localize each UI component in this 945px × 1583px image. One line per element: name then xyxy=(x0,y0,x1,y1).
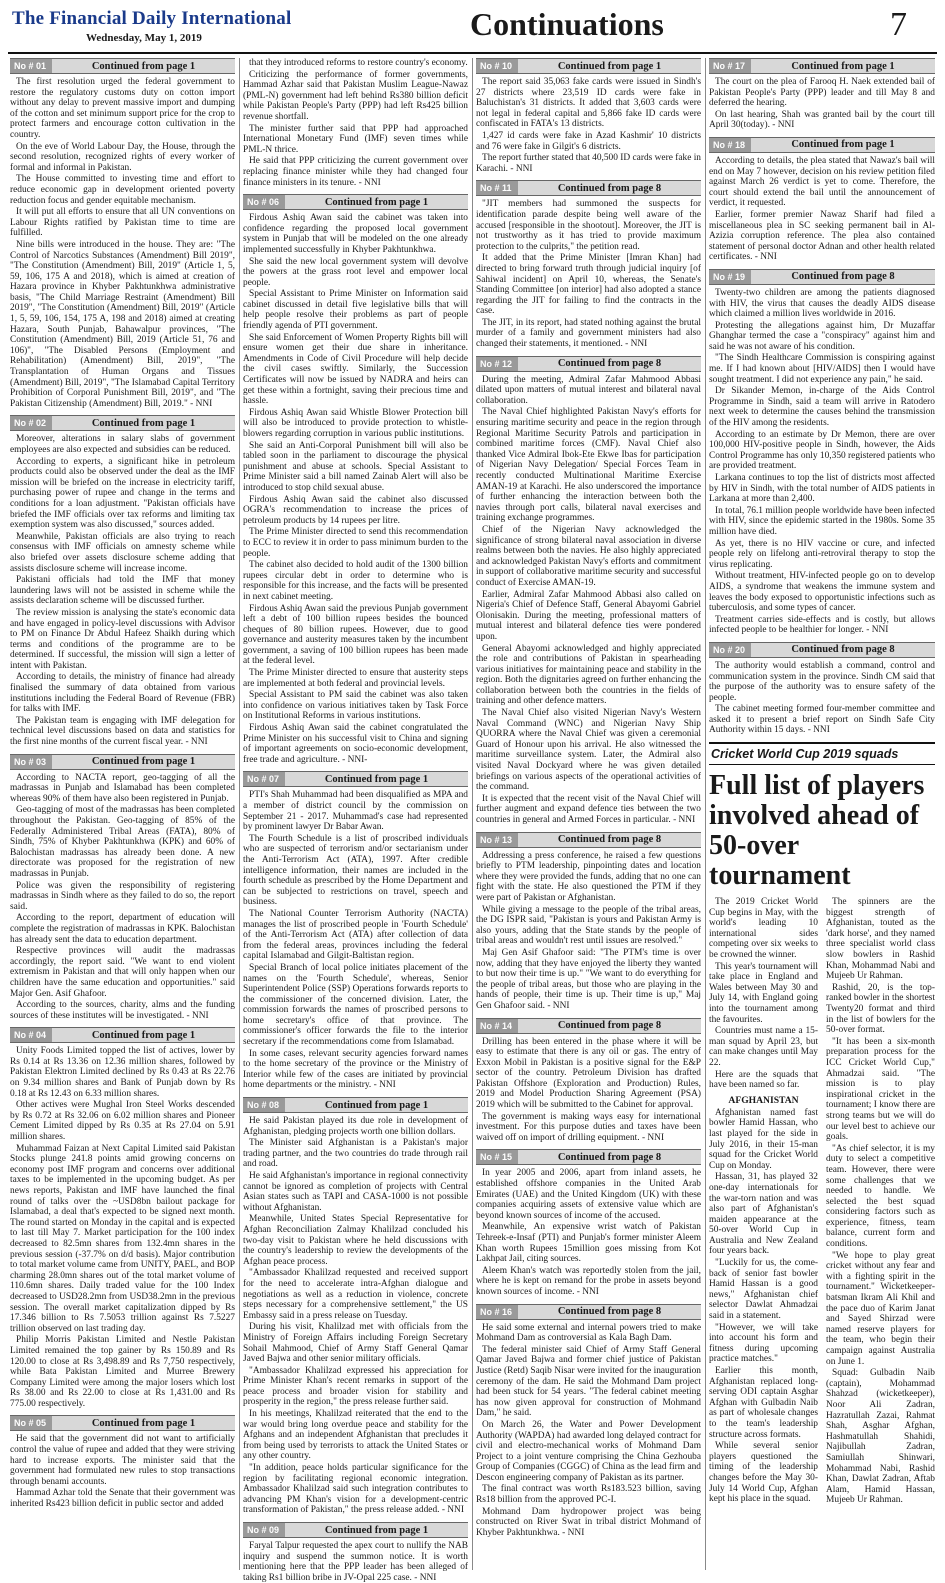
column-2 xyxy=(243,58,468,1583)
story-number: No # 20 xyxy=(709,643,751,657)
story-paragraph: Aleem Khan's watch was reportedly stolen from the jail, where he is kept on remand for the probe in assets beyond known sources of income. - NNI xyxy=(476,1265,701,1297)
story-title: Continued from page 8 xyxy=(791,644,895,656)
story-number: No # 17 xyxy=(709,59,751,73)
story-paragraph: He said some external and internal powers tried to make Mohmand Dam as controversial as Kala Bagh Dam. xyxy=(476,1322,701,1344)
story-paragraph: According to an estimate by Dr Memon, there are over 100,000 HIV-positive people in Sindh, however, the Aids Control Programme has only 10,350 registered patients who are provided treatment. xyxy=(709,429,936,472)
story-header xyxy=(476,1018,701,1034)
story-paragraph: Meanwhile, United States Special Representative for Afghan Reconciliation Zalmay Khalilzad concluded his two-day visit to Pakistan where he held discussions with the country's leadership to review the developments of the Afghan peace process. xyxy=(243,1214,468,1267)
story-paragraph: Special Assistant to PM said the cabinet was also taken into confidence on various initiatives taken by Task Force on Institutional Reforms in various institutions. xyxy=(243,690,468,722)
feature-paragraph: "Luckily for us, the come-back of senior fast bowler Hamid Hassan is a good news," Afghanistan chief selector Dawlat Ahmadzai said in a statement. xyxy=(709,1258,818,1322)
story-paragraph: The government is making ways easy for international investment. For this purpose duties and taxes have been waived off on import of drilling equipment. - NNI xyxy=(476,1111,701,1143)
story-title: Continued from page 8 xyxy=(557,182,662,194)
column-4 xyxy=(709,58,935,1570)
story-title: Continued from page 1 xyxy=(324,196,429,208)
story xyxy=(476,58,701,174)
story-header xyxy=(709,58,935,74)
story-title: Continued from page 1 xyxy=(91,417,196,429)
story-paragraph: The Naval Chief also visited Nigerian Navy's Western Naval Command (WNC) and Nigerian Navy Ship QUORRA where the Naval Chief was given a ceremonial Guard of Honour upon his arrival. He also witnessed the maritime surveillance system. Later, the Admiral also visited Naval Dockyard where he was given detailed briefings on various aspects of the operational activities of the command. xyxy=(476,708,701,793)
story xyxy=(10,415,235,747)
story-paragraph: 1,427 id cards were fake in Azad Kashmir' 10 districts and 76 were fake in Gilgit's 6 districts. xyxy=(476,130,701,152)
story xyxy=(476,1149,701,1297)
story-paragraph: Other actives were Mughal Iron Steel Works descended by Rs 0.72 at Rs 32.06 on 6.02 million shares and Pioneer Cement Limited dipped by Rs 0.35 at Rs 27.04 on 5.91 million shares. xyxy=(10,1100,235,1143)
story-paragraph: The authority would establish a command, control and communication system in the province. Sindh CM said that the purpose of the authority was to ensure safety of the people. xyxy=(709,660,935,703)
story-paragraph: Chief of the Nigerian Navy acknowledged the significance of strong bilateral naval association in diverse realms between both the navies. He also highly appreciated and acknowledged Pakistan Navy's efforts and commitment in support of collaborative maritime security and successful conduct of Exercise AMAN-19. xyxy=(476,524,701,588)
story-paragraph: It is expected that the recent visit of the Naval Chief will further augment and expand defence ties between the two countries in general and Armed Forces in particular. - NNI xyxy=(476,793,701,825)
story-paragraph: Pakistani officials had told the IMF that money laundering laws will not be assisted in scheme while the assists declaration scheme will be discussed further. xyxy=(10,575,235,607)
story-paragraph: Larkana continues to top the list of districts most affected by HIV in Sindh, with the total number of AIDS patients in Larkana at more than 2,400. xyxy=(709,473,935,505)
story-paragraph: Maj Gen Asif Ghafoor said: "The PTM's time is over now, adding that they have enjoyed the liberty they wanted to but now their time is up." "We want to do everything for the people of tribal areas, but those who are playing in the hands of people, their time is up. Their time is up," Maj Gen Ghafoor said. - NNI xyxy=(476,947,701,1011)
story-paragraph: Special Assistant to Prime Minister on Information said cabinet discussed in detail five legislative bills that will help people resolve their problems as part of people friendly agenda of PTI government. xyxy=(243,289,468,332)
feature-paragraph: "As chief selector, it is my duty to select a competitive team. However, there were some challenges that we needed to handle. We selected the best squad considering factors such as experience, fitness, team balance, current form and conditions. xyxy=(826,1143,935,1250)
story-paragraph: Firdous Ashiq Awan said the cabinet also discussed OGRA's recommendation to increase the prices of petroleum products by 14 rupees per litre. xyxy=(243,494,468,526)
story-paragraph: According to the sources, charity, alms and the funding sources of these institutes will be investigated. - NNI xyxy=(10,1000,235,1021)
story xyxy=(709,137,935,263)
story-paragraph: In year 2005 and 2006, apart from inland assets, he established offshore companies in the United Arab Emirates (UAE) and the United Kingdom (UK) with these companies acquiring assets of extensive value which are beyond known sources of income of the accused. xyxy=(476,1168,701,1221)
story-paragraph: She said the new local government system will devolve the powers at the grass root level and empower local people. xyxy=(243,256,468,288)
column-1 xyxy=(10,58,235,1570)
story-paragraph: While giving a message to the people of the tribal areas, the DG ISPR said, "Pakistan is yours and Pakistan Army is also yours, adding that the State stands by the people of tribal areas and wouldn't rest until issues are resolved." xyxy=(476,904,701,947)
story-paragraph: During his visit, Khalilzad met with officials from the Ministry of Foreign Affairs including Foreign Secretary Sohail Mahmood, Chief of Army Staff General Qamar Javed Bajwa and other senior military officials. xyxy=(243,1322,468,1365)
story-paragraph: During the meeting, Admiral Zafar Mahmood Abbasi dilated upon matters of mutual interest and bilateral naval collaboration. xyxy=(476,374,701,406)
column-divider xyxy=(705,58,706,1570)
feature-paragraph: The spinners are the biggest strength of Afghanistan, touted as the 'dark horse', and they named three specialist world class slow bowlers in Rashid Khan, Mohammad Nabi and Mujeeb Ur Rahman. xyxy=(826,897,935,982)
story-title: Continued from page 1 xyxy=(791,60,895,72)
story-title: Continued from page 8 xyxy=(557,1306,662,1318)
story-title: Continued from page 8 xyxy=(557,1151,662,1163)
story-paragraph: The National Counter Terrorism Authority (NACTA) manages the list of proscribed people in 'Fourth Schedule' of the Anti-Terrorism Act (ATA) after collection of data from the federal areas, provinces including the federal capital Islamabad and Gilgit-Baltistan region. xyxy=(243,908,468,962)
story-paragraph: Dr Sikander Memon, in-charge of the Aids Control Programme in Sindh, said a team will arrive in Ratodero next week to determine the causes behind the transmission of the HIV among the residents. xyxy=(709,386,935,429)
story-paragraph: Hammad Azhar told the Senate that their government was inherited Rs423 billion deficit in public sector and added xyxy=(10,1488,235,1510)
column-divider xyxy=(472,58,473,1570)
story-paragraph: Firdous Ashiq Awan said Whistle Blower Protection bill will also be introduced to provide protection to whistle-blowers regarding corruption in various public institutions. xyxy=(243,407,468,439)
story-paragraph: The first resolution urged the federal government to restore the regulatory customs duty on cotton import without any delay to prevent massive import and dumping of the cotton and set minimum support price for the crop to protect farmers and encourage cotton cultivation in the country. xyxy=(10,77,235,140)
story xyxy=(476,832,701,1012)
story-header xyxy=(243,1097,468,1113)
story-header xyxy=(243,771,468,787)
column-3 xyxy=(476,58,701,1570)
story-paragraph: According to details, the plea stated that Nawaz's bail will end on May 7 however, decision on his review petition filed against March 26 verdict is yet to come. Therefore, the court should extend the bail until the announcement of verdict, it requested. xyxy=(709,155,935,209)
story-paragraph: The Minister said Afghanistan is a Pakistan's major trading partner, and the two countries do trade through rail and road. xyxy=(243,1138,468,1170)
story-paragraph: He said Pakistan played its due role in development of Afghanistan, pledging projects worth one billion dollars. xyxy=(243,1116,468,1137)
story-paragraph: Twenty-two children are among the patients diagnosed with HIV, the virus that causes the deadly AIDS disease which claimed a million lives worldwide in 2016. xyxy=(709,287,935,320)
story-number: No # 12 xyxy=(476,357,518,371)
story-paragraph: As yet, there is no HIV vaccine or cure, and infected people rely on lifelong anti-retroviral therapy to stop the virus replicating. xyxy=(709,538,935,570)
story-paragraph: Criticizing the performance of former governments, Hammad Azhar said that Pakistan Muslim League-Nawaz (PML-N) government had left behind Rs380 billion deficit while Pakistan People's Party (PPP) had left Rs425 billion revenue shortfall. xyxy=(243,69,468,122)
story-title: Continued from page 8 xyxy=(557,834,662,846)
story-paragraph: The Fourth Schedule is a list of proscribed individuals who are suspected of terrorism and/or sectarianism under the Anti-Terrorism Act (ATA), 1997. After credible intelligence information, their names are included in the fourth schedule as prescribed by the Home Department and can be subjected to restrictions on travel, speech and business. xyxy=(243,833,468,908)
feature-headline: Full list of players involved ahead of 50-over tournament xyxy=(709,770,925,892)
story xyxy=(476,1304,701,1539)
story-header xyxy=(476,356,701,372)
story-header xyxy=(709,269,935,285)
feature-paragraph: This year's tournament will take place in England and Wales between May 30 and July 14, with England going into the tournament among the favourites. xyxy=(709,961,818,1025)
story-paragraph: Without treatment, HIV-infected people go on to develop AIDS, a syndrome that weakens the immune system and leaves the body exposed to opportunistic infections such as tuberculosis, and some types of cancer. xyxy=(709,571,935,614)
story xyxy=(709,58,935,131)
story-paragraph: that they introduced reforms to restore country's economy. xyxy=(249,58,468,68)
story xyxy=(10,58,235,409)
paper-name: The Financial Daily International xyxy=(12,8,292,29)
feature-paragraph: Hassan, 31, has played 32 one-day internationals for the war-torn nation and was also part of Afghanistan's maiden appearance at the 50-over World Cup in Australia and New Zealand four years back. xyxy=(709,1172,818,1257)
story-paragraph: Geo-tagging of most of the madrassas has been completed throughout the Pakistan. Geo-tagging of 85% of the Federally Administered Tribal Areas (FATA), 80% of Sindh, 75% of Khyber Pakhtunkhwa (KPK) and 60% of Balochistan madrassas has already been done. A new directorate was proposed for the registration of new madrassas in Punjab. xyxy=(10,805,235,879)
story-title: Continued from page 1 xyxy=(91,60,196,72)
story-header xyxy=(10,754,235,770)
story-paragraph: Nine bills were introduced in the house. They are: "The Control of Narcotics Substances (Amendment) Bill 2019", "The Constitution (Amendment) Bill, 2019" (Article 1, 5, 59, 106, 175 A and 2018), which is aimed at creation of Hazara province in Khyber Pakhtunkhwa administrative basis, "The Child Marriage Restraint (Amendment) Bill 2019", "The Constitution (Amendment) Bill, 2019" (Article 1, 5, 59, 106, 154, 175 A, 198 and 2018) aimed at creating Hazara, South Punjab, Bahawalpur provinces, "The Constitution (Amendment) Bill, 2019 (Article 51, 76 and 106)", "The Disabled Persons (Employment and Rehabilitation) (Amendment) Bill, 2019", "The Transplantation of Human Organs and Tissues (Amendment) Bill, 2019", "The Islamabad Capital Territory Prohibition of Corporal Punishment Bill, 2019", and "The Pakistan Citizenship (Amendment) Bill, 2019." - NNI xyxy=(10,239,235,409)
feature-paragraph: Earlier this month, Afghanistan replaced long-serving ODI captain Asghar Afghan with Gulbadin Naib as part of wholesale changes to the team's leadership structure across formats. xyxy=(709,1366,818,1440)
story-title: Continued from page 8 xyxy=(557,1020,662,1031)
story-paragraph: He said that the government did not want to artificially control the value of rupee and added that they were striving hard to increase exports. The minister said that the government had formulated new rules to stop transactions through benami accounts. xyxy=(10,1434,235,1487)
story xyxy=(709,269,935,636)
feature-subhead: AFGHANISTAN xyxy=(728,1094,799,1106)
story-number: No # 01 xyxy=(10,59,52,73)
story-paragraph: The cabinet also decided to hold audit of the 1300 billion rupees circular debt in order to determine who is responsible for this increase, and the facts will be presented in next cabinet meeting. xyxy=(243,560,468,602)
story-paragraph: Moreover, alterations in salary slabs of government employees are also expected and subsidies can be reduced. xyxy=(10,434,235,455)
story-paragraph: Firdous Ashiq Awan said the cabinet was taken into confidence regarding the proposed local government system in Punjab that will be modeled on the one already implemented successfully in Khyber Pakhtunkhwa. xyxy=(243,213,468,255)
story-paragraph: Faryal Talpur requested the apex court to nullify the NAB inquiry and suspend the summon notice. It is worth mentioning here that the PPP leader has been alleged of taking Rs1 billion bribe in JV-Opal 225 case. - NNI xyxy=(243,1541,468,1583)
story-title: Continued from page 1 xyxy=(791,139,895,151)
story-paragraph: The report said 35,063 fake cards were issued in Sindh's 27 districts where 23,519 ID cards were fake in Baluchistan's 31 districts. It added that 3,603 cards were not legal in federal capital and 5,866 fake ID cards were confiscated in FATA's 13 districts. xyxy=(476,77,701,130)
story-paragraph: PTI's Shah Muhammad had been disqualified as MPA and a member of district council by the commission on September 21 - 2017. Muhammad's case had represented by prominent lawyer Dr Babar Awan. xyxy=(243,790,468,833)
story xyxy=(243,1522,468,1583)
story-paragraph: According to details, the ministry of finance had already finalised the summary of data obtained from various institutions including the Federal Board of Revenue (FBR) for talks with IMF. xyxy=(10,672,235,715)
story-title: Continued from page 1 xyxy=(91,1417,196,1429)
story xyxy=(10,1415,235,1509)
feature-paragraph: Here are the squads that have been named so far. xyxy=(709,1069,818,1091)
story xyxy=(476,1018,701,1144)
story-paragraph: "The Sindh Healthcare Commission is conspiring against me. If I had known about [HIV/AIDS] then I would have sought treatment. I did not experience any pain," he said. xyxy=(709,353,935,385)
story-header xyxy=(476,1149,701,1165)
story-number: No # 16 xyxy=(476,1305,518,1319)
story-header xyxy=(709,642,935,658)
story-header xyxy=(476,832,701,848)
story-paragraph: The House committed to investing time and effort to reduce economic gap in development oriented poverty reduction focus and gender equitable mechanism. xyxy=(10,174,235,206)
story-number: No # 03 xyxy=(10,755,52,769)
story-paragraph: Earlier, former premier Nawaz Sharif had filed a miscellaneous plea in SC seeking permanent bail in Al-Azizia corruption reference. The plea also contained statement of personal doctor Adnan and other health related certificates. - NNI xyxy=(709,209,935,263)
masthead xyxy=(8,6,937,54)
feature-paragraph: While several senior players questioned the timing of the leadership changes before the May 30-July 14 World Cup, Afghan kept his place in the squad. xyxy=(709,1441,818,1505)
story-paragraph: He said Afghanistan's importance in regional connectivity cannot be ignored as completion of projects with Central Asian states such as TAPI and CASA-1000 is not possible without Afghanistan. xyxy=(243,1171,468,1213)
story-paragraph: According to NACTA report, geo-tagging of all the madrassas in Punjab and Islamabad has been completed whereas 90% of them have also been registered in Punjab. xyxy=(10,772,235,804)
feature-paragraph: Afghanistan named fast bowler Hamid Hassan, who last played for the side in July 2016, in their 15-man squad for the Cricket World Cup on Monday. xyxy=(709,1107,818,1171)
story-paragraph: Respective provinces will audit the madrassas accordingly, the report said. "We want to end violent extremism in Pakistan and that will only happen when our children have the same education and opportunities." said Major Gen. Asif Ghafoor. xyxy=(10,946,235,999)
story-paragraph: Unity Foods Limited topped the list of actives, lower by Rs 0.14 at Rs 13.36 on 12.36 million shares, followed by Pakistan Elektron Limited declined by Rs 0.43 at Rs 22.76 on 9.34 million shares and Bank of Punjab down by Rs 0.18 at Rs 12.43 on 6.33 million shares. xyxy=(10,1046,235,1099)
story-paragraph: The Prime Minister directed to ensure that austerity steps are implemented at both federal and provincial levels. xyxy=(243,668,468,689)
story xyxy=(476,180,701,349)
story-paragraph: The court on the plea of Farooq H. Naek extended bail of Pakistan People's Party (PPP) leader and till May 8 and deferred the hearing. xyxy=(709,77,935,109)
story-header xyxy=(10,58,235,74)
story-number: No # 08 xyxy=(243,1098,285,1112)
story-paragraph: On the eve of World Labour Day, the House, through the second resolution, recognized rights of every worker of formal and informal in Pakistan. xyxy=(10,141,235,173)
story-paragraph: The Naval Chief highlighted Pakistan Navy's efforts for ensuring maritime security and peace in the region through Regional Maritime Security Patrols and participation in combined maritime forces (CMF). Naval Chief also thanked Vice Admiral Ibok-Ete Ekwe Ibas for participation of Nigerian Navy Delegation/ Special Forces Team in recently conducted Multinational Maritime Exercise AMAN-19 at Karachi. He also underscored the importance of further enhancing the interaction between both the navies through port calls, bilateral naval exercises and training exchange programmes. xyxy=(476,407,701,524)
story-paragraph: The Prime Minister directed to send this recommendation to ECC to review it in order to pass minimum burden to the people. xyxy=(243,527,468,559)
story-paragraph: "Ambassador Khalilzad expressed his appreciation for Prime Minister Khan's recent remarks in support of the peace process and broader vision for stability and prosperity in the region," the press release further said. xyxy=(243,1365,468,1408)
story-paragraph: According to experts, a significant hike in petroleum products could also be observed under the deal as the IMF mission will be briefed on the increase in electricity tariff, purchasing power of rupee and change in the terms and conditions for a loan adjustment. "Pakistan officials have briefed the IMF officials over tax reforms and limiting tax exemption system was also discussed," sources added. xyxy=(10,456,235,531)
story-paragraph: "In addition, peace holds particular significance for the region by facilitating regional economic integration. Ambassador Khalilzad said such integration contributes to advancing PM Khan's vision for a development-centric transformation of Pakistan," the press release added. - NNI xyxy=(243,1463,468,1516)
story-number: No # 07 xyxy=(243,772,285,786)
story-number: No # 06 xyxy=(243,195,285,209)
story-paragraph: Philip Morris Pakistan Limited and Nestle Pakistan Limited remained the top gainer by Rs 150.89 and Rs 120.00 to close at Rs 3,498.89 and Rs 7,750 respectively, while Bata Pakistan Limited and Murree Brewery Company Limited were among the major losers which lost Rs 38.00 and Rs 22.00 to close at Rs 1,431.00 and Rs 775.00 respectively. xyxy=(10,1335,235,1409)
story-number: No # 05 xyxy=(10,1416,52,1430)
story-paragraph: Protesting the allegations against him, Dr Muzaffar Ghanghar termed the case a "conspiracy" against him and said he was not aware of his condition. xyxy=(709,320,935,352)
story-paragraph: In his meetings, Khalilzad reiterated that the end to the war would bring long overdue peace and stability for the Afghans and an independent Afghanistan that precludes it from being used by terrorists to attack the United States or any other country. xyxy=(243,1409,468,1462)
story xyxy=(243,194,468,765)
story-paragraph: The review mission is analysing the state's economic data and have engaged in policy-level discussions with Advisor to PM on Finance Dr Abdul Hafeez Shaikh during which terms and conditions of the programme are to be determined. If successful, the mission will sign a letter of intent with Pakistan. xyxy=(10,607,235,671)
page-number: 7 xyxy=(890,6,907,43)
story-paragraph: "JIT members had summoned the suspects for identification parade despite being well aware of the accused [responsible in the shootout]. Moreover, the JIT is not trustworthy as it has tried to provide maximum protection to the culprits," the petition read. xyxy=(476,199,701,252)
story xyxy=(10,754,235,1022)
feature-paragraph: Countries must name a 15-man squad by April 23, but can make changes until May 22. xyxy=(709,1026,818,1068)
story-paragraph: Muhammad Faizan at Next Capital Limited said Pakistan Stocks plunge 241.8 points amid growing concerns on economy post IMF program and concerns over additional taxes to be implemented in the upcoming budget. As per news reports, Pakistan and IMF have launched the final round of talks over the ~USD8bn bailout package for Islamabad, a deal that's expected to be signed next month. The round started on Monday in the capital and is expected to last till May 7. Market participation for the 100 index decreased to 82.5mn shares from 132.4mn shares in the previous session (-37.7% on d/d basis). Major contribution to total market volume came from UNITY, PAEL, and BOP charming 28.0mn shares out of the total market volume of 110.6mn shares. Daily traded value for the 100 Index decreased to USD28.2mn from USD38.2mn in the previous session. The overall market capitalization dipped by Rs 17.346 billion to Rs 7.5053 trillion against Rs 7.5227 trillion observed on last trading day. xyxy=(10,1143,235,1334)
feature-paragraph: "It has been a six-month preparation process for the ICC Cricket World Cup," Ahmadzai said. "The mission is to play inspirational cricket in the tournament; I know there are strong teams but we will do our level best to achieve our goals. xyxy=(826,1036,935,1143)
story-header xyxy=(243,1522,468,1538)
story xyxy=(709,642,935,736)
story-number: No # 04 xyxy=(10,1028,52,1042)
story-paragraph: The JIT, in its report, had stated nothing against the brutal murder of a family and government ministers had also changed their statements, it mentioned. - NNI xyxy=(476,317,701,350)
story-header xyxy=(10,1415,235,1431)
story-paragraph: It will put all efforts to ensure that all UN conventions on Labour Rights ratified by Pakistan time to time are fulfilled. xyxy=(10,207,235,239)
story-title: Continued from page 1 xyxy=(324,1524,429,1536)
story-paragraph: Firdous Ashiq Awan said the cabinet congratulated the Prime Minister on his successful visit to China and signing of important agreements on socio-economic development, free trade and agriculture. - NNI- xyxy=(243,723,468,765)
story-paragraph: On last hearing, Shah was granted bail by the court till April 30(today). - NNI xyxy=(709,109,935,131)
story-paragraph: General Abayomi acknowledged and highly appreciated the role and contributions of Pakistan in spearheading various initiatives for maintaining peace and stability in the region. Both the dignitaries agreed on further enhancing the collaboration between both the countries in the fields of training and other defence matters. xyxy=(476,643,701,707)
story-title: Continued from page 1 xyxy=(324,1099,429,1111)
story-header xyxy=(476,180,701,196)
story xyxy=(243,58,468,188)
story-paragraph: He said that PPP criticizing the current government over replacing finance minister while they had changed four finance ministers in its tenure. - NNI xyxy=(243,156,468,188)
story-paragraph: Drilling has been entered in the phase where it will be easy to estimate that there is any oil or gas. The entry of Exxon Mobil in Pakistan is a positive signal for the E&P sector of the country. Petroleum Division has drafted Pakistan Offshore (Exploration and Production) Rules, 2019 and Model Production Sharing Agreement (PSA) 2019 which will be submitted to the Cabinet for approval. xyxy=(476,1036,701,1111)
story-paragraph: It added that the Prime Minister [Imran Khan] had directed to bring forward truth through judicial inquiry [of Sahiwal incident] on April 10, whereas, the Senate's Standing Committee [on interior] had also adopted a stance regarding the JIT for failing to find the contracts in the case. xyxy=(476,253,701,317)
feature-kicker: Cricket World Cup 2019 squads xyxy=(709,742,935,765)
story-paragraph: She said an Anti-Corporal Punishment bill will also be tabled soon in the parliament to discourage the physical punishment and abuse at schools. Special Assistant to Prime Minister said a bill named Zainab Alert will also be introduced to stop child sexual abuse. xyxy=(243,440,468,493)
story-paragraph: The minister further said that PPP had approached International Monetary Fund (IMF) seven times while PML-N thrice. xyxy=(243,123,468,155)
story xyxy=(243,771,468,1091)
story-paragraph: The cabinet meeting formed four-member committee and asked it to present a brief report on Sindh Safe City Authority within 15 days. - NNI xyxy=(709,704,935,736)
story-paragraph: In some cases, relevant security agencies forward names to the home secretary of the province or the Ministry of Interior while few of the cases are initiated by provincial home departments or the ministry. - NNI xyxy=(243,1048,468,1091)
story-number: No # 09 xyxy=(243,1523,285,1537)
story-header xyxy=(10,1027,235,1043)
feature-paragraph: The 2019 Cricket World Cup begins in May, with the world's leading 10 international sides competing over six weeks to be crowned the winner. xyxy=(709,897,818,961)
story-title: Continued from page 1 xyxy=(91,1029,196,1041)
feature-paragraph: Rashid, 20, is the top-ranked bowler in the shortest Twenty20 format and third in the list of bowlers for the 50-over format. xyxy=(826,982,935,1036)
story-header xyxy=(709,137,935,153)
story-title: Continued from page 8 xyxy=(791,271,895,283)
story-paragraph: On March 26, the Water and Power Development Authority (WAPDA) had awarded long delayed contract for civil and electro-mechanical works of Mohmand Dam Project to a joint venture comprising the China Gezhouba Group of Companies (CGGC) of China as the lead firm and Descon engineering company of Pakistan as its partner. xyxy=(476,1419,701,1483)
story xyxy=(243,1097,468,1516)
story-paragraph: Treatment carries side-effects and is costly, but allows infected people to be healthier for longer. - NNI xyxy=(709,614,935,636)
story-title: Continued from page 1 xyxy=(324,773,429,785)
story-paragraph: The federal minister said Chief of Army Staff General Qamar Javed Bajwa and former chief justice of Pakistan Justice (Retd) Saqib Nisar were invited for the inauguration ceremony of the dam. He said the Mohmand Dam project had been stuck for 54 years. "The federal cabinet meeting has now given approval for construction of Mohmand Dam," he said. xyxy=(476,1344,701,1419)
feature-paragraph: Squad: Gulbadin Naib (captain), Mohammad Shahzad (wicketkeeper), Noor Ali Zadran, Hazratullah Zazai, Rahmat Shah, Asghar Afghan, Hashmatullah Shahidi, Najibullah Zadran, Samiullah Shinwari, Mohammad Nabi, Rashid Khan, Dawlat Zadran, Aftab Alam, Hamid Hassan, Mujeeb Ur Rahman. xyxy=(826,1368,935,1506)
column-divider xyxy=(239,58,240,1570)
section-title: Continuations xyxy=(470,6,664,42)
story-title: Continued from page 1 xyxy=(91,756,196,768)
story-number: No # 19 xyxy=(709,270,751,284)
feature-paragraph: "We hope to play great cricket without any fear and with a fighting spirit in the tournament." Wicketkeeper-batsman Ikram Ali Khil and the pace duo of Karim Janat and Sayed Shirzad were named reserve players for the team, who begin their campaign against Australia on June 1. xyxy=(826,1250,935,1367)
story-paragraph: Police was given the responsibility of registering madrassas in Sindh where as they failed to do so, the report said. xyxy=(10,880,235,912)
feature-body xyxy=(709,897,935,1506)
story-number: No # 13 xyxy=(476,833,518,847)
story-header xyxy=(476,58,701,74)
story-paragraph: Special Branch of local police initiates placement of the names on the 'Fourth Schedule', whereas, Senior Superintendent Police (SSP) Operations forwards reports to the commissioner of the concerned division. Later, the commission forwards the names of proscribed persons to home secretary's office of that province. The commissioner's officer forwards the file to the interior secretary if the recommendations come from Islamabad. xyxy=(243,962,468,1048)
story-paragraph: Mohmand Dam hydropower project was being constructed on River Swat in tribal district Mohmand of Khyber Pakhtunkhwa. - NNI xyxy=(476,1506,701,1538)
story-number: No # 15 xyxy=(476,1150,518,1164)
story-paragraph: Addressing a press conference, he raised a few questions briefly to PTM leadership, pinpointing dates and location where they were provided the funds, adding that no one can fight with the state. He also questioned the PTM if they were part of Pakistan or Afghanistan. xyxy=(476,850,701,903)
story-paragraph: Earlier, Admiral Zafar Mahmood Abbasi also called on Nigeria's Chief of Defence Staff, General Abayomi Gabriel Olonisakin. During the meeting, professional matters of mutual interest and bilateral defence ties were pondered upon. xyxy=(476,589,701,642)
story-paragraph: The Pakistan team is engaging with IMF delegation for technical level discussions based on data and statistics for the first nine months of the current fiscal year. - NNI xyxy=(10,715,235,748)
story-number: No # 18 xyxy=(709,138,751,152)
feature-paragraph: "However, we will take into account his form and fitness during upcoming practice matches." xyxy=(709,1322,818,1365)
story-paragraph: Firdous Ashiq Awan said the previous Punjab government left a debt of 100 billion rupees besides the bounced cheques of 80 billion rupees. However, due to good governance and austerity measures taken by the incumbent government, a saving of 100 billion rupees has been made at the federal level. xyxy=(243,603,468,667)
story-header xyxy=(476,1304,701,1320)
column-4-stories xyxy=(709,58,935,736)
story-paragraph: She said Enforcement of Women Property Rights bill will ensure women get their due share in inheritance. Amendments in Code of Civil Procedure will help decide the civil cases swiftly. Similarly, the Succession Certificates will now be issued by NADRA and heirs can get these within a fortnight, saving their precious time and hassle. xyxy=(243,332,468,407)
story-number: No # 02 xyxy=(10,416,52,430)
issue-date: Wednesday, May 1, 2019 xyxy=(86,32,202,44)
story xyxy=(476,356,701,826)
cricket-feature xyxy=(709,742,935,1506)
story-paragraph: "Ambassador Khalilzad requested and received support for the need to accelerate intra-Afghan dialogue and negotiations as well as a reduction in violence, concrete steps necessary for a comprehensive settlement," the US Embassy said in a press release on Tuesday. xyxy=(243,1268,468,1321)
story-paragraph: The final contract was worth Rs183.523 billion, saving Rs18 billion from the approved PC-I. xyxy=(476,1484,701,1506)
story-paragraph: According to the report, department of education will complete the registration of madrassas in KPK. Balochistan has already sent the data to education department. xyxy=(10,913,235,945)
story-title: Continued from page 8 xyxy=(557,358,662,370)
story-paragraph: Meanwhile, An expensive wrist watch of Pakistan Tehreek-e-Insaf (PTI) and Punjab's former minister Aleem Khan worth Rupees 15million goes missing from Kot Lakhpat Jail, citing sources. xyxy=(476,1222,701,1265)
story-header xyxy=(243,194,468,210)
story-paragraph: In total, 76.1 million people worldwide have been infected with HIV, since the epidemic started in the 1980s. Some 35 million have died. xyxy=(709,505,935,537)
story-paragraph: Meanwhile, Pakistan officials are also trying to reach consensus with IMF officials on amnesty scheme while also briefed over assets disclosure scheme adding that assists disclosure scheme will increase income. xyxy=(10,531,235,574)
story-number: No # 11 xyxy=(476,181,518,195)
story-title: Continued from page 1 xyxy=(557,60,662,72)
story xyxy=(10,1027,235,1409)
story-header xyxy=(10,415,235,431)
story-number: No # 10 xyxy=(476,59,518,73)
story-number: No # 14 xyxy=(476,1019,518,1033)
story-paragraph: The report further stated that 40,500 ID cards were fake in Karachi. - NNI xyxy=(476,153,701,174)
